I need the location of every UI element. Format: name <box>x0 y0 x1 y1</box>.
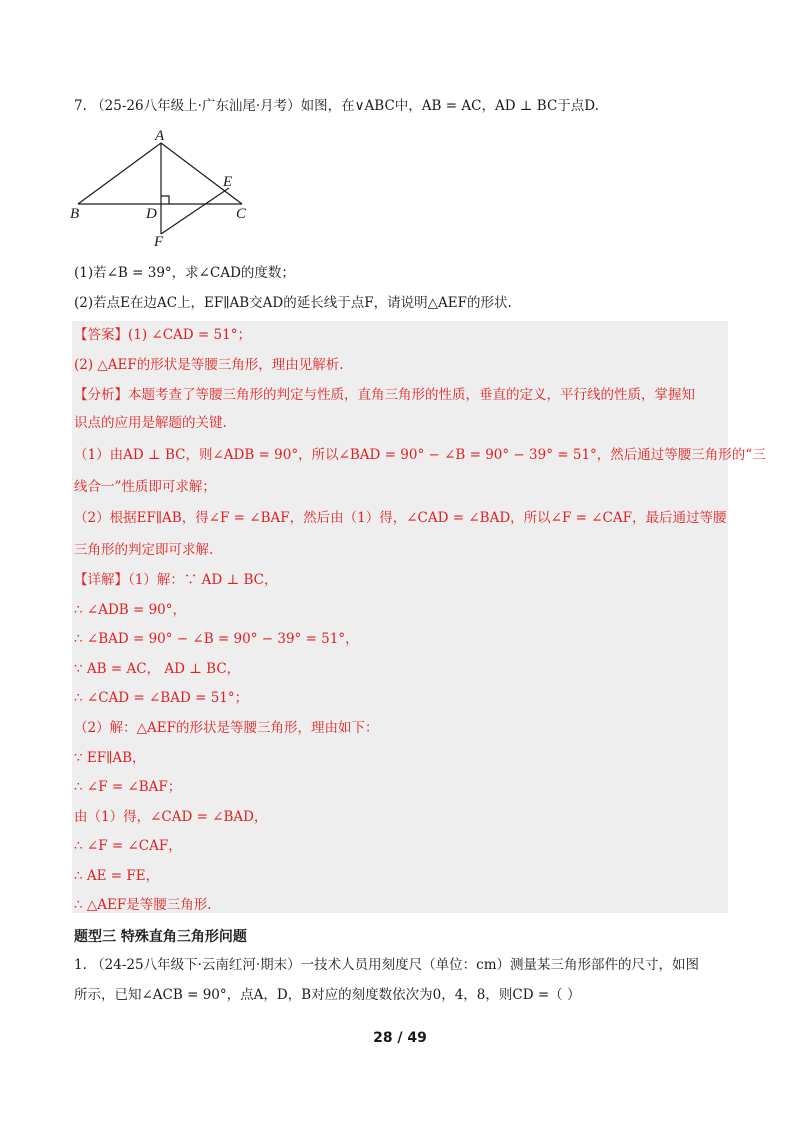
question-7-part-2: (2)若点E在边AC上，EF∥AB交AD的延长线于点F，请说明△AEF的形状. <box>74 295 512 311</box>
detail-line-11: ∴ AE = FE， <box>74 868 160 884</box>
triangle-figure <box>64 128 264 248</box>
answer-part-2: (2) △AEF的形状是等腰三角形，理由见解析. <box>74 357 344 373</box>
question-7-stem: 7. （25-26八年级上·广东汕尾·月考）如图，在∨ABC中，AB = AC，AD ⊥ BC于点D. <box>74 98 599 114</box>
page-number: 28 / 49 <box>373 1030 427 1046</box>
detail-line-10: ∴ ∠F = ∠CAF， <box>74 838 182 854</box>
analysis-line-4: 线合一”性质即可求解； <box>74 479 216 495</box>
analysis-line-2: 识点的应用是解题的关键. <box>74 415 227 431</box>
detail-line-1: 【详解】（1）解：∵ AD ⊥ BC， <box>74 572 278 588</box>
section-question-1-line-2: 所示，已知∠ACB = 90°，点A，D，B对应的刻度数依次为0，4，8，则CD =（ ） <box>74 987 581 1003</box>
detail-line-7: ∵ EF∥AB， <box>74 750 146 766</box>
detail-line-12: ∴ △AEF是等腰三角形. <box>74 897 212 913</box>
detail-line-8: ∴ ∠F = ∠BAF； <box>74 779 182 795</box>
section-heading: 题型三 特殊直角三角形问题 <box>74 929 247 945</box>
analysis-line-6: 三角形的判定即可求解. <box>74 542 214 558</box>
label-E: E <box>223 174 233 190</box>
label-D: D <box>146 206 157 222</box>
label-A: A <box>155 128 165 144</box>
label-F: F <box>154 234 164 248</box>
answer-part-1: 【答案】(1) ∠CAD = 51°； <box>74 327 251 343</box>
label-C: C <box>236 206 247 222</box>
segment-AB <box>78 143 161 204</box>
detail-line-5: ∴ ∠CAD = ∠BAD = 51°； <box>74 690 249 706</box>
section-question-1-line-1: 1. （24-25八年级下·云南红河·期末）一技术人员用刻度尺（单位：cm）测量某三角形部件的尺寸，如图 <box>74 957 700 973</box>
analysis-line-3: （1）由AD ⊥ BC，则∠ADB = 90°，所以∠BAD = 90° − ∠B = 90° − 39° = 51°，然后通过等腰三角形的“三 <box>74 447 766 463</box>
detail-line-4: ∵ AB = AC， AD ⊥ BC， <box>74 661 241 677</box>
label-B: B <box>70 206 80 222</box>
detail-line-2: ∴ ∠ADB = 90°， <box>74 602 187 618</box>
detail-line-3: ∴ ∠BAD = 90° − ∠B = 90° − 39° = 51°， <box>74 631 359 647</box>
segment-EF <box>161 188 229 234</box>
analysis-line-5: （2）根据EF∥AB，得∠F = ∠BAF，然后由（1）得，∠CAD = ∠BAD，所以∠F = ∠CAF，最后通过等腰 <box>74 510 727 526</box>
detail-line-9: 由（1）得，∠CAD = ∠BAD， <box>74 809 268 825</box>
analysis-line-1: 【分析】本题考查了等腰三角形的判定与性质，直角三角形的性质，垂直的定义，平行线的性质，掌握知 <box>74 387 695 403</box>
detail-line-6: （2）解：△AEF的形状是等腰三角形，理由如下： <box>74 720 379 736</box>
right-angle-mark <box>161 196 169 204</box>
question-7-part-1: (1)若∠B = 39°，求∠CAD的度数； <box>74 265 295 281</box>
